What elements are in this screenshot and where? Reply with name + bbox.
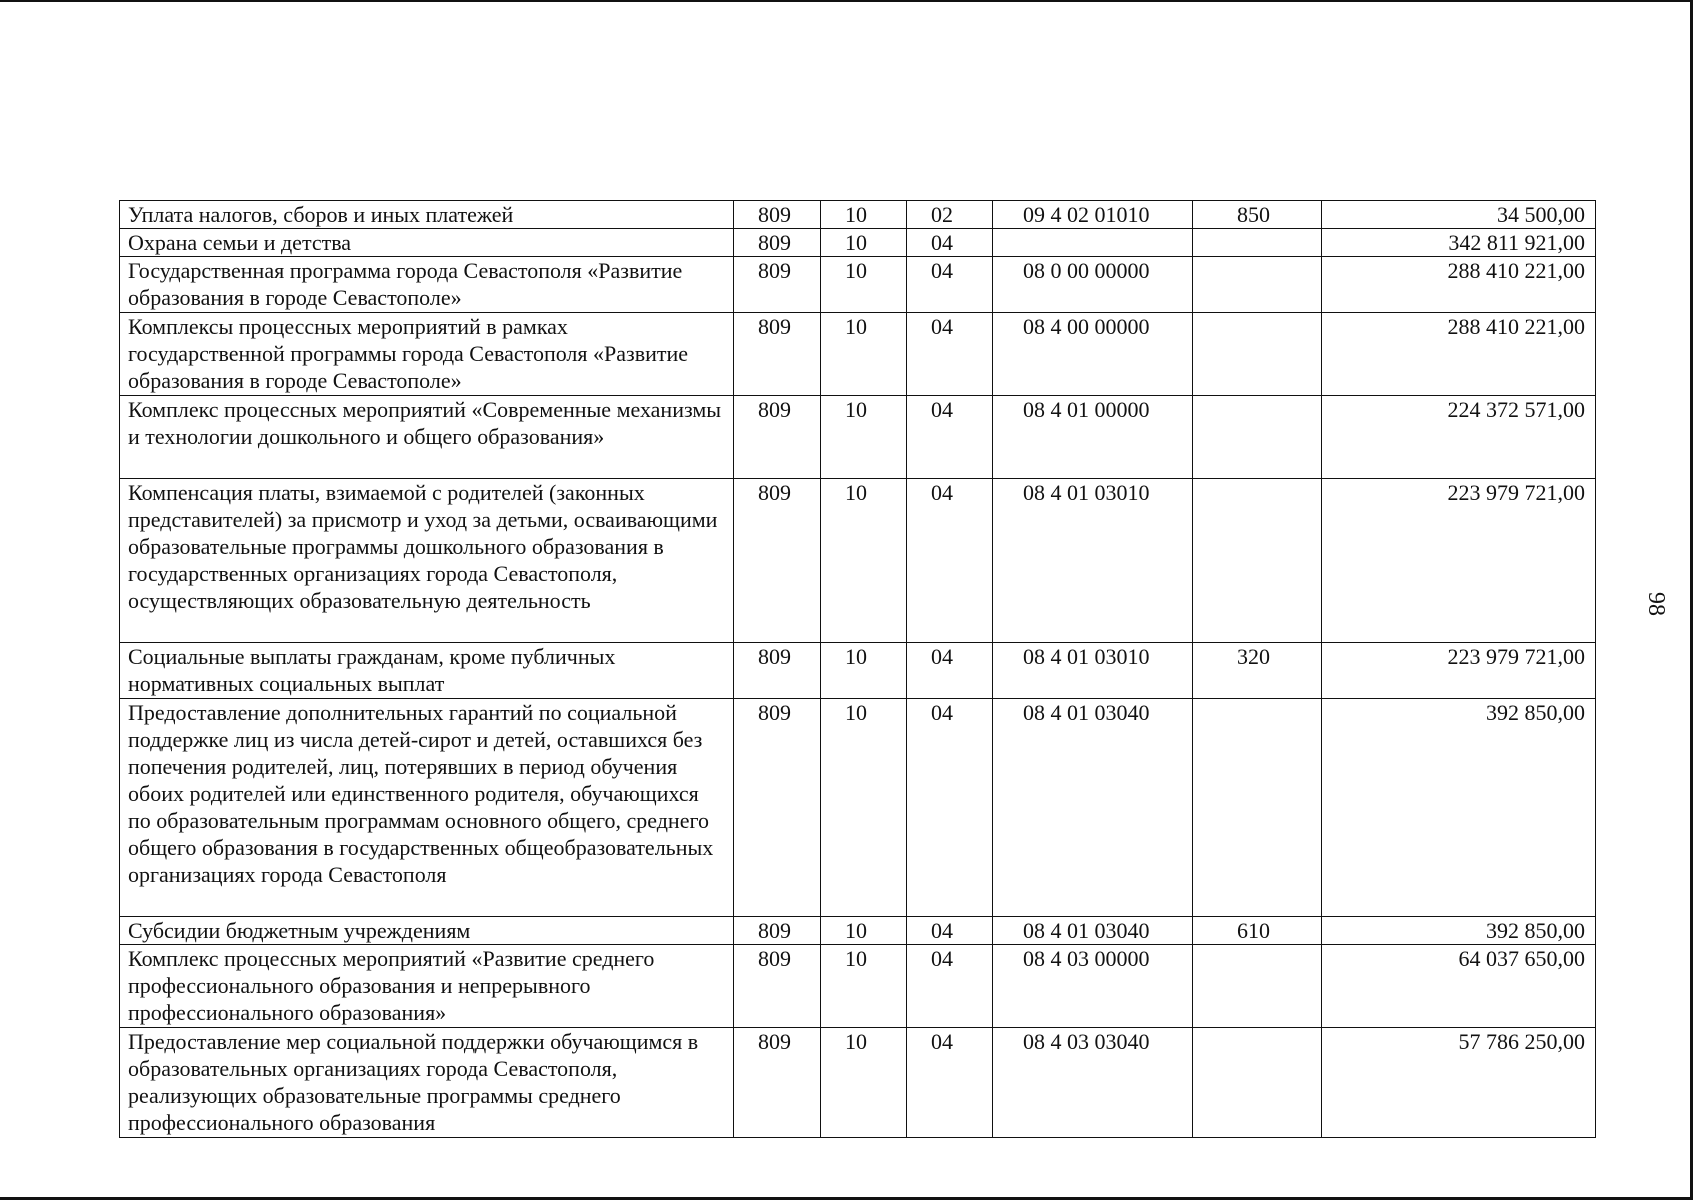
row-vr (1193, 479, 1322, 643)
row-name: Комплексы процессных мероприятий в рамках государственной программы города Севастополя «Развитие образования в городе Севастополе» (120, 313, 734, 396)
table-row (120, 917, 1596, 945)
table-row (120, 945, 1596, 1028)
row-pr: 04 (907, 313, 993, 396)
row-rz: 10 (821, 945, 907, 1028)
row-sum: 288 410 221,00 (1322, 257, 1596, 313)
row-grbs: 809 (734, 396, 821, 479)
row-grbs: 809 (734, 917, 821, 945)
row-rz: 10 (821, 257, 907, 313)
row-sum: 64 037 650,00 (1322, 945, 1596, 1028)
row-rz: 10 (821, 201, 907, 229)
row-pr: 04 (907, 1028, 993, 1138)
row-pr: 04 (907, 699, 993, 917)
row-rz: 10 (821, 643, 907, 699)
row-name: Комплекс процессных мероприятий «Развитие среднего профессионального образования и непрерывного профессионального образования» (120, 945, 734, 1028)
row-grbs: 809 (734, 229, 821, 257)
row-pr: 04 (907, 945, 993, 1028)
row-csr: 09 4 02 01010 (993, 201, 1193, 229)
row-csr: 08 4 03 00000 (993, 945, 1193, 1028)
row-vr (1193, 257, 1322, 313)
row-grbs: 809 (734, 201, 821, 229)
row-grbs: 809 (734, 313, 821, 396)
row-pr: 04 (907, 479, 993, 643)
row-sum: 288 410 221,00 (1322, 313, 1596, 396)
table-row (120, 479, 1596, 643)
row-rz: 10 (821, 396, 907, 479)
row-rz: 10 (821, 479, 907, 643)
row-csr: 08 4 01 03010 (993, 643, 1193, 699)
row-name: Охрана семьи и детства (120, 229, 734, 257)
row-pr: 04 (907, 229, 993, 257)
row-sum: 223 979 721,00 (1322, 643, 1596, 699)
row-grbs: 809 (734, 257, 821, 313)
row-csr: 08 4 00 00000 (993, 313, 1193, 396)
row-pr: 04 (907, 643, 993, 699)
row-vr (1193, 396, 1322, 479)
row-rz: 10 (821, 1028, 907, 1138)
table-row (120, 257, 1596, 313)
row-name: Комплекс процессных мероприятий «Современные механизмы и технологии дошкольного и общего образования» (120, 396, 734, 479)
table-row (120, 699, 1596, 917)
row-name: Компенсация платы, взимаемой с родителей (законных представителей) за присмотр и уход за детьми, осваивающими образовательные программы дошкольного образования в государственных организациях города Севастополя, осуществляющих образовательную деятельность (120, 479, 734, 643)
row-vr: 320 (1193, 643, 1322, 699)
row-sum: 342 811 921,00 (1322, 229, 1596, 257)
row-csr: 08 4 01 03040 (993, 699, 1193, 917)
row-pr: 04 (907, 396, 993, 479)
row-pr: 04 (907, 257, 993, 313)
row-csr: 08 4 01 00000 (993, 396, 1193, 479)
row-rz: 10 (821, 229, 907, 257)
row-vr (1193, 1028, 1322, 1138)
row-name: Субсидии бюджетным учреждениям (120, 917, 734, 945)
row-vr: 850 (1193, 201, 1322, 229)
table-row (120, 229, 1596, 257)
row-sum: 57 786 250,00 (1322, 1028, 1596, 1138)
table-row (120, 1028, 1596, 1138)
row-csr: 08 0 00 00000 (993, 257, 1193, 313)
row-name: Социальные выплаты гражданам, кроме публичных нормативных социальных выплат (120, 643, 734, 699)
row-csr: 08 4 01 03040 (993, 917, 1193, 945)
row-csr: 08 4 01 03010 (993, 479, 1193, 643)
table-row (120, 643, 1596, 699)
row-grbs: 809 (734, 1028, 821, 1138)
row-grbs: 809 (734, 479, 821, 643)
row-vr: 610 (1193, 917, 1322, 945)
row-name: Государственная программа города Севастополя «Развитие образования в городе Севастополе» (120, 257, 734, 313)
table-row (120, 201, 1596, 229)
row-sum: 34 500,00 (1322, 201, 1596, 229)
row-rz: 10 (821, 699, 907, 917)
row-vr (1193, 699, 1322, 917)
row-name: Предоставление мер социальной поддержки обучающимся в образовательных организациях города Севастополя, реализующих образовательные программы среднего профессионального образования (120, 1028, 734, 1138)
page-number: 98 (1643, 592, 1670, 616)
row-csr: 08 4 03 03040 (993, 1028, 1193, 1138)
row-vr (1193, 229, 1322, 257)
budget-table (119, 200, 1596, 1138)
scan-border-top (0, 0, 1693, 2)
row-sum: 223 979 721,00 (1322, 479, 1596, 643)
row-sum: 224 372 571,00 (1322, 396, 1596, 479)
row-name: Предоставление дополнительных гарантий по социальной поддержке лиц из числа детей-сирот и детей, оставшихся без попечения родителей, лиц, потерявших в период обучения обоих родителей или единственного родителя, обучающихся по образовательным программам основного общего, среднего общего образования в государственных общеобразовательных организациях города Севастополя (120, 699, 734, 917)
row-grbs: 809 (734, 643, 821, 699)
row-pr: 02 (907, 201, 993, 229)
row-sum: 392 850,00 (1322, 699, 1596, 917)
row-rz: 10 (821, 917, 907, 945)
row-grbs: 809 (734, 699, 821, 917)
row-grbs: 809 (734, 945, 821, 1028)
row-sum: 392 850,00 (1322, 917, 1596, 945)
row-vr (1193, 313, 1322, 396)
row-pr: 04 (907, 917, 993, 945)
row-rz: 10 (821, 313, 907, 396)
row-csr (993, 229, 1193, 257)
row-name: Уплата налогов, сборов и иных платежей (120, 201, 734, 229)
table-row (120, 396, 1596, 479)
table-row (120, 313, 1596, 396)
row-vr (1193, 945, 1322, 1028)
